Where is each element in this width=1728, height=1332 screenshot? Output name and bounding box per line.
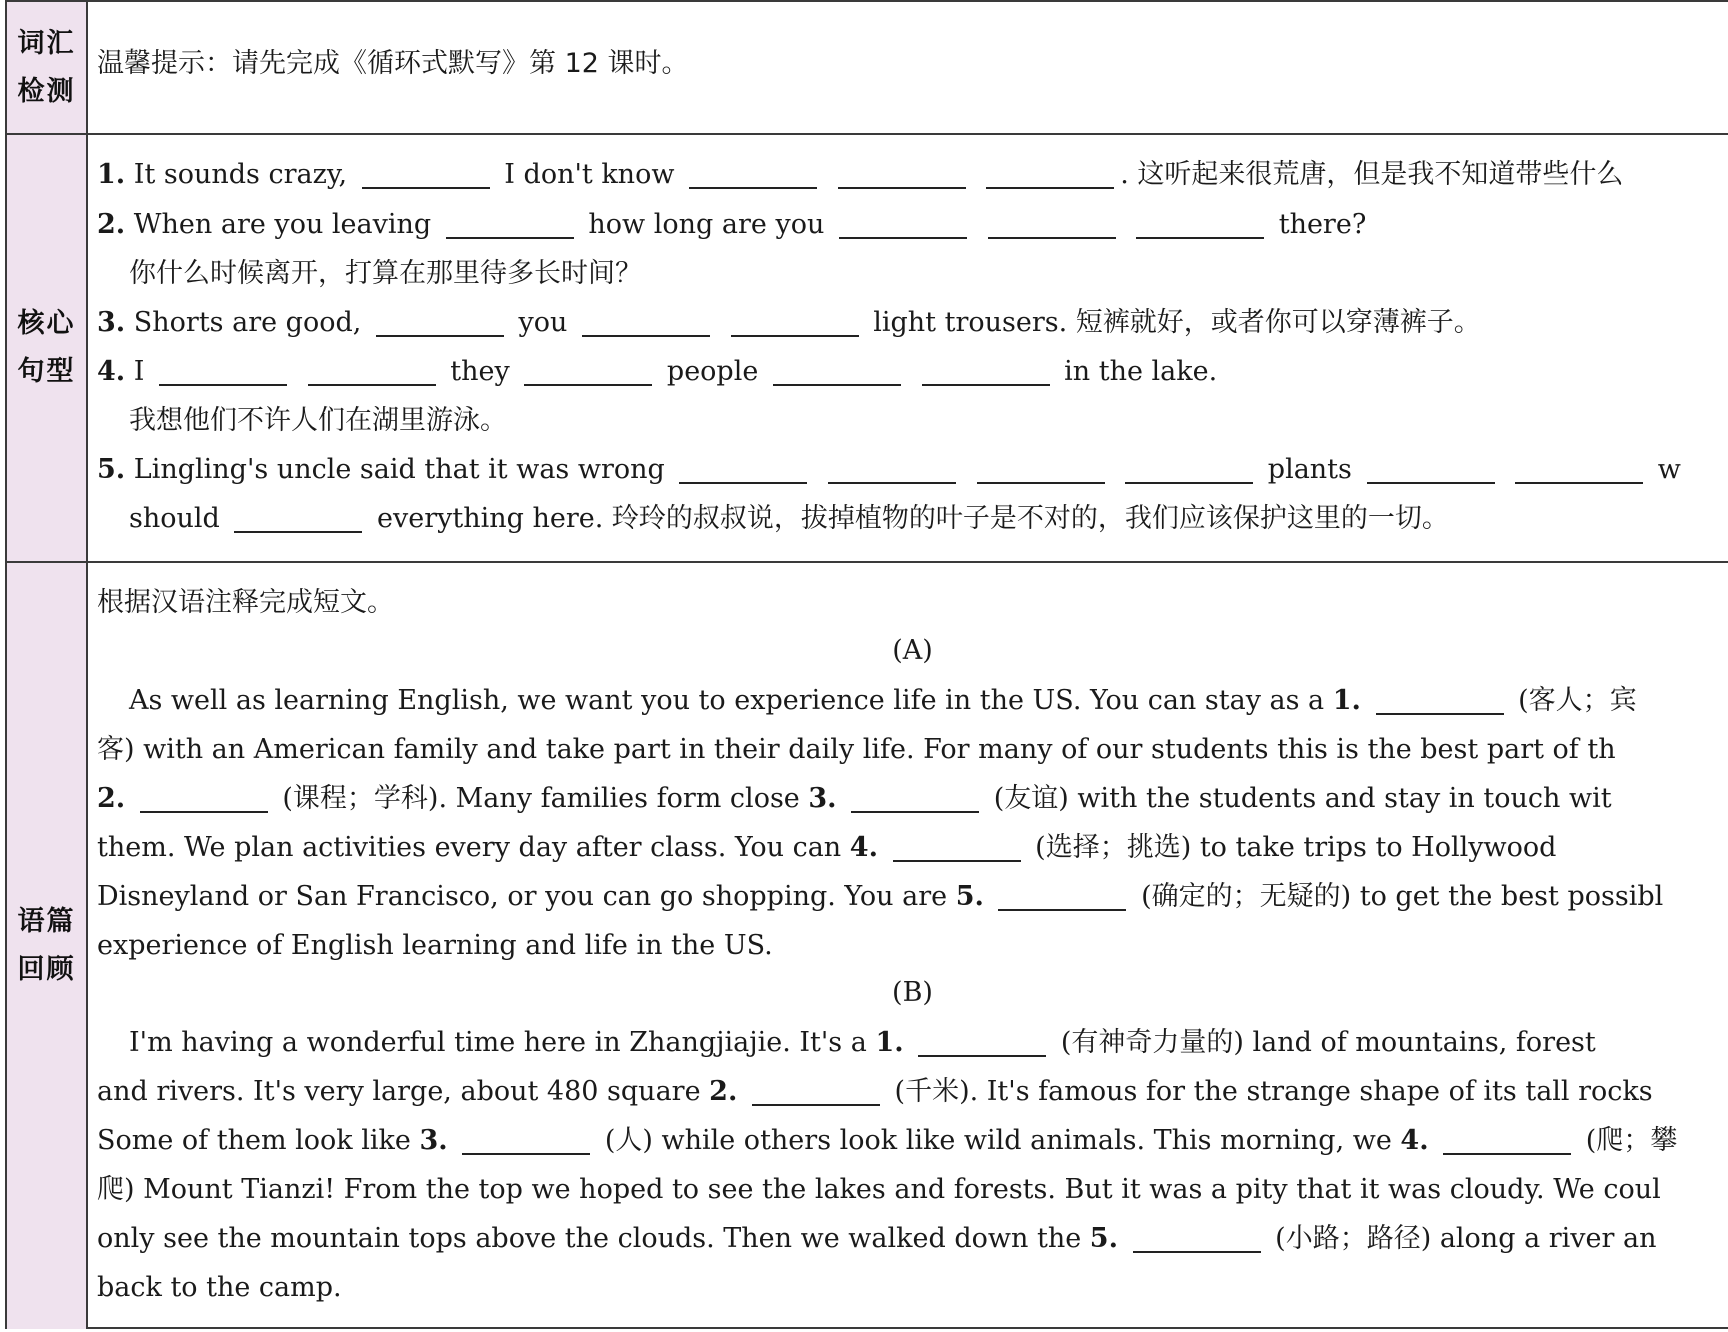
answer-blank[interactable] [308, 356, 436, 386]
sentence-text: It sounds crazy, [133, 159, 348, 190]
passage-a-line-3 [97, 779, 1612, 819]
answer-blank[interactable] [893, 832, 1021, 862]
sentence-text: people [666, 356, 759, 387]
sentence-text: you [518, 307, 568, 338]
item-number: 4. [97, 356, 126, 387]
answer-blank[interactable] [752, 1076, 880, 1106]
item-number: 2. [97, 209, 126, 240]
passage-a-title: (A) [892, 635, 933, 666]
sentence-text: Lingling's uncle said that it was wrong [133, 454, 665, 485]
answer-blank[interactable] [1515, 454, 1643, 484]
section-core [7, 135, 1728, 563]
answer-blank[interactable] [234, 503, 362, 533]
passage-a-line-2: 客) with an American family and take part in their daily life. For many of our students this is the best part of th [97, 734, 1616, 765]
answer-blank[interactable] [689, 159, 817, 189]
answer-blank[interactable] [851, 783, 979, 813]
sentence-text: how long are you [588, 209, 825, 240]
answer-blank[interactable] [1443, 1125, 1571, 1155]
item-number: 4. [1400, 1125, 1429, 1156]
sentence-4-translation: 我想他们不许人们在湖里游泳。 [129, 405, 507, 436]
label-line: 核心 [17, 308, 76, 339]
answer-blank[interactable] [918, 1027, 1046, 1057]
label-line: 检测 [17, 75, 76, 107]
passage-b-line-1 [129, 1023, 1596, 1063]
answer-blank[interactable] [977, 454, 1105, 484]
sentence-5-continued [129, 499, 1449, 539]
passage-a-line-6: experience of English learning and life in the US. [97, 930, 773, 961]
passage-text: and rivers. It's very large, about 480 square [97, 1076, 701, 1107]
answer-blank[interactable] [828, 454, 956, 484]
answer-blank[interactable] [159, 356, 287, 386]
label-line: 语篇 [17, 906, 76, 937]
item-number: 2. [709, 1076, 738, 1107]
sentence-4 [97, 352, 1217, 392]
vocab-content [97, 2, 1728, 133]
item-number: 5. [955, 881, 984, 912]
passage-text: (选择；挑选) to take trips to Hollywood [1035, 832, 1557, 863]
passage-text: Some of them look like [97, 1125, 411, 1156]
item-number: 1. [875, 1027, 904, 1058]
passage-b-line-2 [97, 1072, 1653, 1112]
answer-blank[interactable] [462, 1125, 590, 1155]
answer-blank[interactable] [773, 356, 901, 386]
answer-blank[interactable] [1367, 454, 1495, 484]
passage-b-line-4: 爬) Mount Tianzi! From the top we hoped to see the lakes and forests. But it was a pity that it was cloudy. We coul [97, 1174, 1661, 1205]
tip-text: 温馨提示：请先完成《循环式默写》第 12 课时。 [97, 48, 689, 79]
answer-blank[interactable] [679, 454, 807, 484]
answer-blank[interactable] [1125, 454, 1253, 484]
answer-blank[interactable] [1376, 685, 1504, 715]
sentence-text: . 这听起来很荒唐，但是我不知道带些什么 [1120, 159, 1624, 190]
answer-blank[interactable] [362, 159, 490, 189]
review-content [97, 563, 1728, 1329]
worksheet [5, 0, 1728, 1329]
answer-blank[interactable] [986, 159, 1114, 189]
sentence-text: there? [1278, 209, 1367, 240]
answer-blank[interactable] [838, 159, 966, 189]
sentence-text: plants [1267, 454, 1352, 485]
answer-blank[interactable] [922, 356, 1050, 386]
answer-blank[interactable] [140, 783, 268, 813]
item-number: 3. [419, 1125, 448, 1156]
label-line: 词汇 [17, 27, 76, 59]
sentence-text: Shorts are good, [133, 307, 362, 338]
answer-blank[interactable] [524, 356, 652, 386]
item-number: 3. [97, 307, 126, 338]
passage-text: them. We plan activities every day after class. You can [97, 832, 842, 863]
item-number: 1. [97, 159, 126, 190]
instruction-text: 根据汉语注释完成短文。 [97, 587, 394, 618]
sentence-2-translation: 你什么时候离开，打算在那里待多长时间？ [129, 258, 642, 289]
item-number: 4. [849, 832, 878, 863]
section-label-review [7, 563, 88, 1329]
sentence-text: they [450, 356, 510, 387]
answer-blank[interactable] [998, 881, 1126, 911]
answer-blank[interactable] [731, 307, 859, 337]
answer-blank[interactable] [839, 209, 967, 239]
passage-a-line-1 [129, 681, 1637, 721]
sentence-1 [97, 155, 1623, 195]
sentence-2 [97, 205, 1366, 245]
section-review [7, 563, 1728, 1329]
answer-blank[interactable] [1136, 209, 1264, 239]
passage-text: (千米). It's famous for the strange shape of its tall rocks [894, 1076, 1653, 1107]
label-line: 句型 [17, 356, 76, 387]
sentence-text: everything here. 玲玲的叔叔说，拔掉植物的叶子是不对的，我们应该保护这里的一切。 [377, 503, 1449, 534]
passage-text: (友谊) with the students and stay in touch wit [993, 783, 1612, 814]
passage-text: I'm having a wonderful time here in Zhangjiajie. It's a [129, 1027, 867, 1058]
label-line: 回顾 [17, 954, 76, 985]
passage-a-line-5 [97, 877, 1663, 917]
answer-blank[interactable] [988, 209, 1116, 239]
item-number: 2. [97, 783, 126, 814]
hint-text: (客人；宾 [1518, 685, 1637, 716]
sentence-text: I [133, 356, 145, 387]
sentence-text: I don't know [504, 159, 675, 190]
passage-b-line-5 [97, 1219, 1657, 1259]
sentence-text: in the lake. [1064, 356, 1218, 387]
passage-text: As well as learning English, we want you to experience life in the US. You can stay as a [129, 685, 1325, 716]
passage-text: Disneyland or San Francisco, or you can go shopping. You are [97, 881, 948, 912]
item-number: 1. [1332, 685, 1361, 716]
passage-b-title: (B) [892, 977, 933, 1008]
section-label-core [7, 135, 88, 561]
sentence-text: light trousers. 短裤就好，或者你可以穿薄裤子。 [873, 307, 1481, 338]
item-number: 3. [808, 783, 837, 814]
item-number: 5. [1089, 1223, 1118, 1254]
sentence-text: should [129, 503, 220, 534]
answer-blank[interactable] [1133, 1223, 1261, 1253]
core-content [97, 135, 1728, 561]
passage-text: only see the mountain tops above the clouds. Then we walked down the [97, 1223, 1082, 1254]
passage-text: (确定的；无疑的) to get the best possibl [1141, 881, 1664, 912]
answer-blank[interactable] [376, 307, 504, 337]
passage-text: (人) while others look like wild animals. This morning, we [604, 1125, 1392, 1156]
passage-a-line-4 [97, 828, 1556, 868]
item-number: 5. [97, 454, 126, 485]
sentence-text: When are you leaving [133, 209, 432, 240]
passage-text: (有神奇力量的) land of mountains, forest [1060, 1027, 1596, 1058]
passage-text: (课程；学科). Many families form close [282, 783, 800, 814]
passage-b-line-3 [97, 1121, 1677, 1161]
passage-text: (小路；路径) along a river an [1275, 1223, 1657, 1254]
section-vocab [7, 2, 1728, 135]
answer-blank[interactable] [582, 307, 710, 337]
sentence-text: w [1657, 454, 1681, 485]
sentence-3 [97, 303, 1481, 343]
passage-b-line-6: back to the camp. [97, 1272, 342, 1303]
sentence-5 [97, 450, 1681, 490]
section-label-vocab [7, 2, 88, 133]
answer-blank[interactable] [446, 209, 574, 239]
passage-text: (爬；攀 [1585, 1125, 1678, 1156]
